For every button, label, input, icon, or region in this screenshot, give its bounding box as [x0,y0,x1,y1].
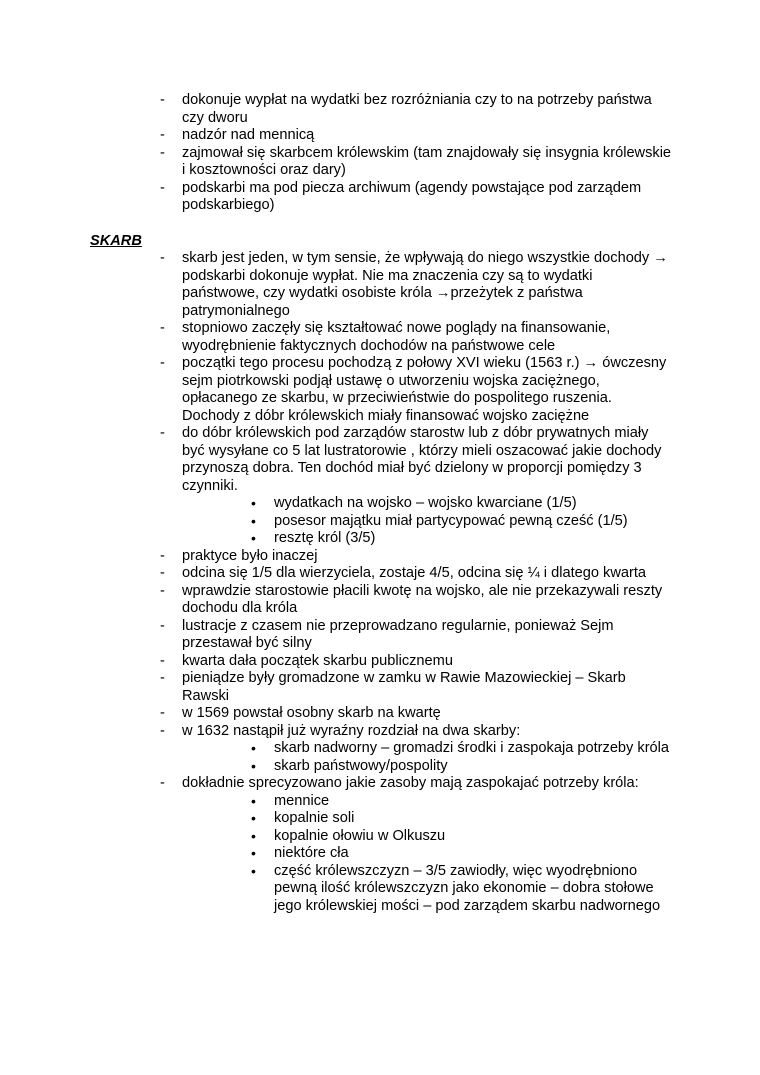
sub-list-proportions [0,495,674,548]
list-item: - praktyce było inaczej [0,548,672,566]
list-item: - w 1632 nastąpił już wyraźny rozdział na dwa skarby: [0,723,672,741]
bullet-item: • wydatkach na wojsko – wojsko kwarciane (1/5) [0,495,674,513]
skarb-list [0,250,674,495]
skarb-section [0,250,674,915]
top-list [0,92,672,215]
list-item: - początki tego procesu pochodzą z połowy XVI wieku (1563 r.) → ówczesny sejm piotrkowski podjął ustawę o utworzeniu wojska zaciężnego, opłacanego ze skarbu, w przeciwieństwie do pospolitego ruszenia. Dochody z dóbr królewskich miały finansować wojsko zaciężne [0,355,672,425]
list-item: - zajmował się skarbcem królewskim (tam znajdowały się insygnia królewskie i kosztowności oraz dary) [0,145,672,180]
bullet-item: • skarb nadworny – gromadzi środki i zaspokaja potrzeby króla [0,740,674,758]
skarb-list-final [0,775,674,793]
bullet-item: • resztę król (3/5) [0,530,674,548]
section-heading: SKARB [90,233,142,249]
skarb-list-continued [0,548,674,741]
bullet-item: • kopalnie ołowiu w Olkuszu [0,828,674,846]
list-item: - kwarta dała początek skarbu publicznemu [0,653,672,671]
list-item: - pieniądze były gromadzone w zamku w Rawie Mazowieckiej – Skarb Rawski [0,670,672,705]
list-item: - odcina się 1/5 dla wierzyciela, zostaje 4/5, odcina się ¼ i dlatego kwarta [0,565,672,583]
bullet-item: • część królewszczyzn – 3/5 zawiodły, więc wyodrębniono pewną ilość królewszczyzn jako ekonomie – dobra stołowe jego królewskiej mości – pod zarządem skarbu nadwornego [0,863,674,916]
bullet-item: • niektóre cła [0,845,674,863]
list-item: - podskarbi ma pod piecza archiwum (agendy powstające pod zarządem podskarbiego) [0,180,672,215]
list-item: - dokładnie sprecyzowano jakie zasoby mają zaspokajać potrzeby króla: [0,775,672,793]
bullet-item: • kopalnie soli [0,810,674,828]
bullet-item: • mennice [0,793,674,811]
sub-list-resources [0,793,674,916]
list-item: - nadzór nad mennicą [0,127,672,145]
list-item: - w 1569 powstał osobny skarb na kwartę [0,705,672,723]
list-item: - wprawdzie starostowie płacili kwotę na wojsko, ale nie przekazywali reszty dochodu dla króla [0,583,672,618]
sub-list-treasuries [0,740,674,775]
list-item: - dokonuje wypłat na wydatki bez rozróżniania czy to na potrzeby państwa czy dworu [0,92,672,127]
list-item: - stopniowo zaczęły się kształtować nowe poglądy na finansowanie, wyodrębnienie faktycznych dochodów na państwowe cele [0,320,672,355]
list-item: - skarb jest jeden, w tym sensie, że wpływają do niego wszystkie dochody → podskarbi dokonuje wypłat. Nie ma znaczenia czy są to wydatki państwowe, czy wydatki osobiste króla →przeżytek z państwa patrymonialnego [0,250,672,320]
bullet-item: • skarb państwowy/pospolity [0,758,674,776]
bullet-item: • posesor majątku miał partycypować pewną cześć (1/5) [0,513,674,531]
list-item: - do dóbr królewskich pod zarządów starostw lub z dóbr prywatnych miały być wysyłane co 5 lat lustratorowie , którzy mieli oszacować jakie dochody przynoszą dobra. Ten dochód miał być dzielony w proporcji pomiędzy 3 czynniki. [0,425,672,495]
list-item: - lustracje z czasem nie przeprowadzano regularnie, ponieważ Sejm przestawał być silny [0,618,672,653]
